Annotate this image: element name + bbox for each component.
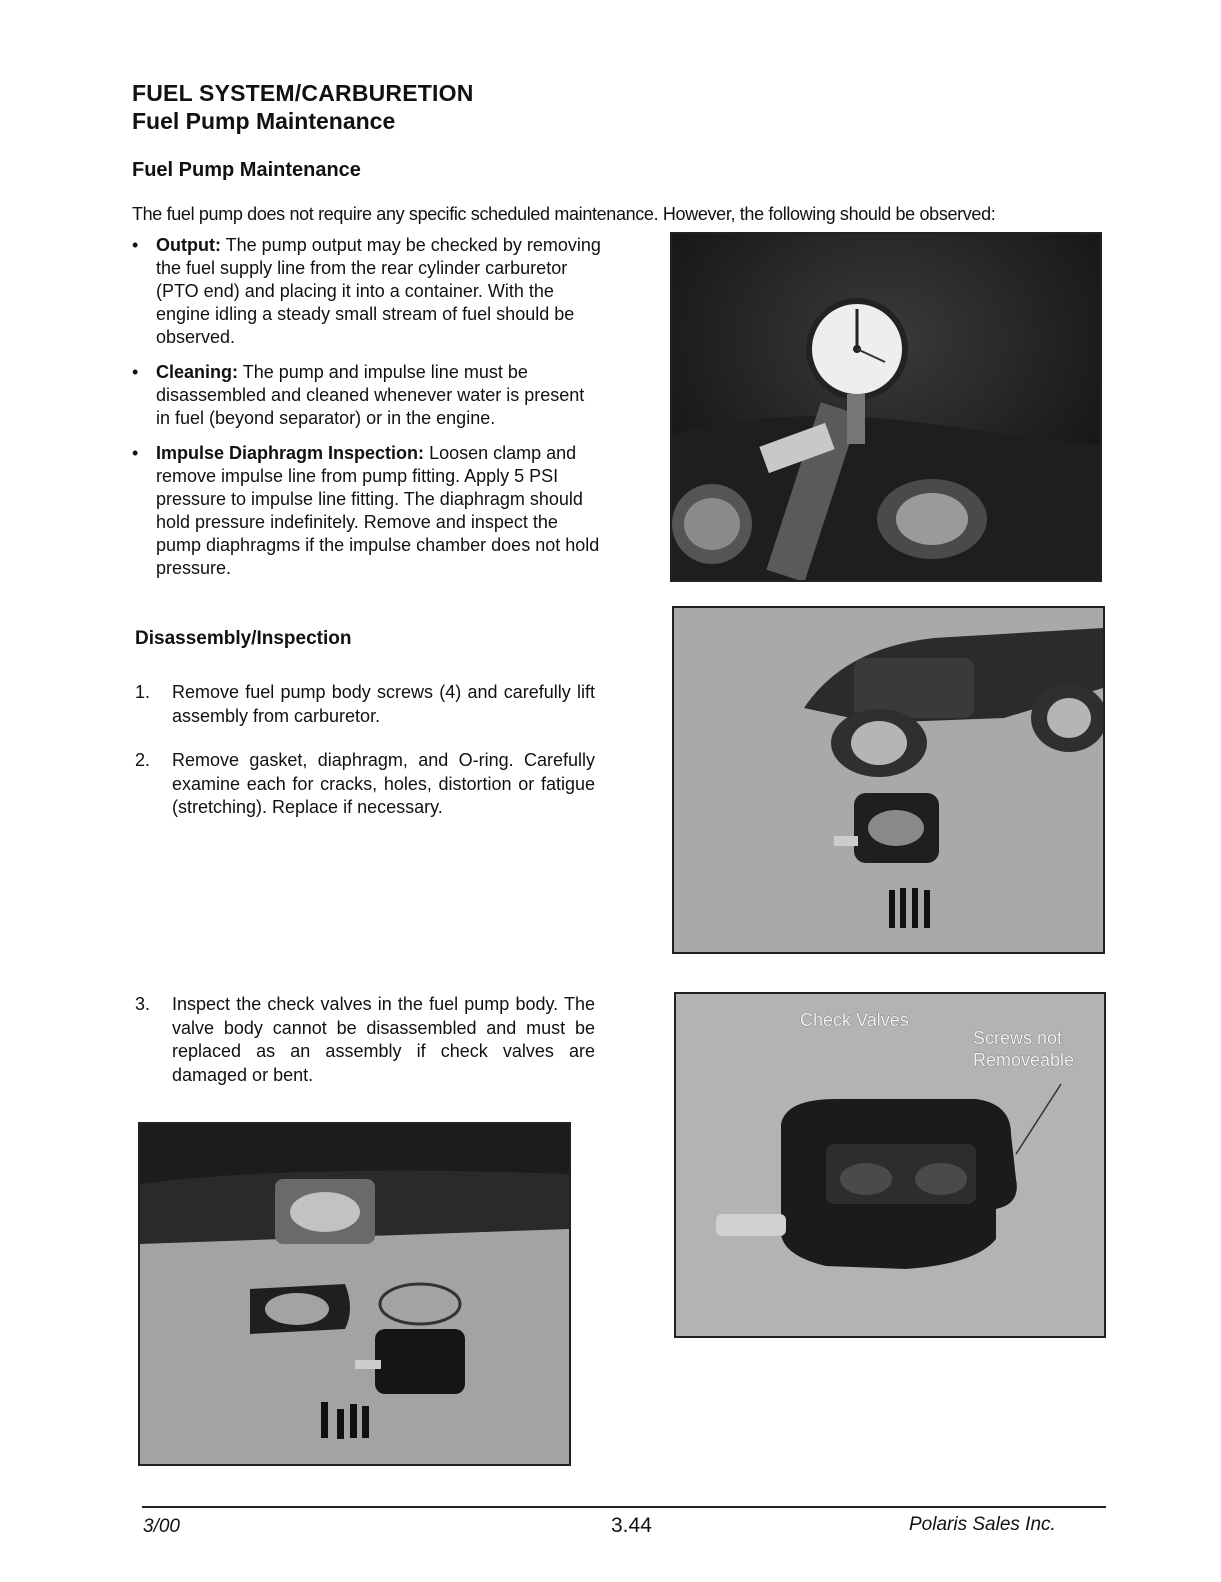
maintenance-bullet-list <box>132 234 602 592</box>
chapter-title: FUEL SYSTEM/CARBURETION <box>132 80 474 106</box>
footer-rule <box>142 1506 1106 1508</box>
photo-pressure-gauge <box>670 232 1102 582</box>
step-text: Inspect the check valves in the fuel pump body. The valve body cannot be disassembled and must be replaced as an assembly if check valves are damaged or bent. <box>172 994 595 1085</box>
page-subtitle: Fuel Pump Maintenance <box>132 108 396 134</box>
check-valves-label: Check Valves <box>800 1010 909 1030</box>
step-3 <box>135 993 595 1087</box>
bullet-icon: • <box>132 443 139 463</box>
check-valve-icon <box>840 1163 892 1195</box>
step-1 <box>135 681 595 728</box>
step-2 <box>135 749 595 820</box>
screws-label-line2: Removeable <box>973 1050 1075 1070</box>
bullet-text: Loosen clamp and remove impulse line from pump fitting. Apply 5 PSI pressure to impulse line fitting. The diaphragm should hold pressure indefinitely. Remove and inspect the pump diaphragms if the impulse chamber does not hold pressure. <box>156 443 600 578</box>
disassembly-title: Disassembly/Inspection <box>135 628 352 649</box>
screws-label-line1: Screws not <box>973 1028 1063 1048</box>
bullet-text: The pump and impulse line must be disassembled and cleaned whenever water is present in fuel (beyond separator) or in the engine. <box>156 362 585 428</box>
footer-publisher: Polaris Sales Inc. <box>909 1514 1056 1535</box>
bullet-impulse-diaphragm <box>132 442 602 580</box>
photo-disassembled-pump <box>138 1122 571 1466</box>
step-number: 2. <box>135 750 151 770</box>
bullet-text: The pump output may be checked by removing the fuel supply line from the rear cylinder carburetor (PTO end) and placing it into a container. With the engine idling a steady small stream of fuel should be observed. <box>156 235 601 347</box>
check-valve-icon <box>915 1163 967 1195</box>
footer-page-number: 3.44 <box>611 1514 652 1537</box>
bullet-label: Cleaning: <box>156 362 239 382</box>
bullet-output <box>132 234 602 349</box>
bullet-icon: • <box>132 235 139 255</box>
footer-date: 3/00 <box>143 1516 180 1537</box>
bullet-label: Output: <box>156 235 221 255</box>
bullet-label: Impulse Diaphragm Inspection: <box>156 443 425 463</box>
bullet-cleaning <box>132 361 602 430</box>
intro-paragraph: The fuel pump does not require any specific scheduled maintenance. However, the following should be observed: <box>132 204 996 224</box>
section-title: Fuel Pump Maintenance <box>132 159 361 181</box>
fuel-pump-body <box>375 1329 465 1394</box>
step-text: Remove gasket, diaphragm, and O-ring. Carefully examine each for cracks, holes, distortion or fatigue (stretching). Replace if necessary. <box>172 750 595 817</box>
photo-pump-on-carburetor <box>672 606 1105 954</box>
step-number: 1. <box>135 682 151 702</box>
bullet-icon: • <box>132 362 139 382</box>
step-number: 3. <box>135 994 151 1014</box>
step-text: Remove fuel pump body screws (4) and carefully lift assembly from carburetor. <box>172 682 595 726</box>
photo-check-valves <box>674 992 1106 1338</box>
